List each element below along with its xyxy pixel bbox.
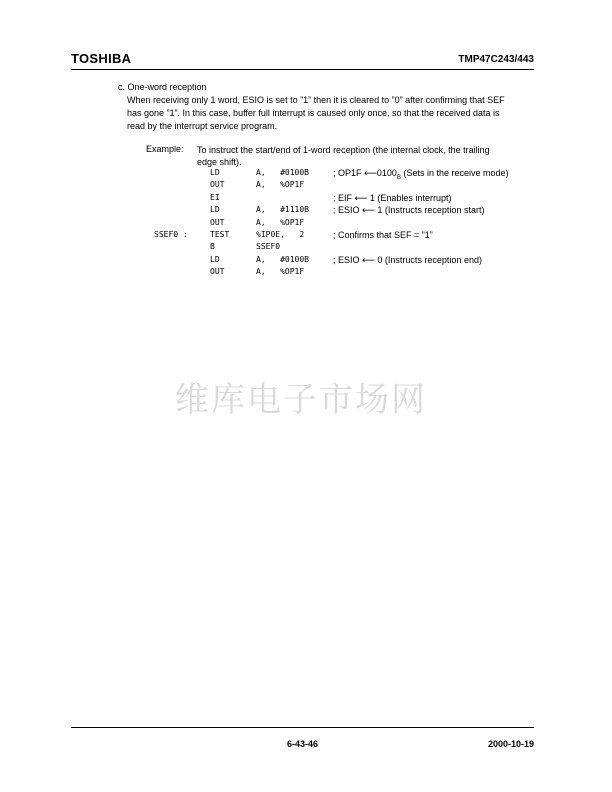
code-comment (333, 205, 484, 216)
code-comment-tail: (Sets in the receive mode) (400, 168, 509, 178)
code-comment (333, 168, 509, 181)
example-intro-line: edge shift). (197, 157, 242, 167)
code-opcode: LD (210, 168, 220, 177)
code-row (0, 205, 612, 217)
code-comment-text: ; Confirms that SEF = ”1” (333, 230, 433, 240)
company-logo: TOSHIBA (71, 51, 132, 66)
paragraph-line: When receiving only 1 word, ESIO is set to ”1” then it is cleared to ”0” after confirming that SEF (127, 95, 505, 105)
code-opcode: EI (210, 192, 220, 202)
page-number: 6-43-46 (287, 739, 319, 749)
code-comment (333, 193, 451, 204)
code-row (0, 255, 612, 267)
code-listing (0, 168, 612, 288)
part-number: TMP47C243/443 (458, 54, 534, 65)
code-operand: A, %OP1F (256, 217, 305, 227)
code-opcode: OUT (210, 217, 225, 227)
code-opcode: TEST (210, 230, 230, 239)
code-operand: SSEF0 (256, 242, 281, 252)
code-operand: %IP0E, 2 (256, 230, 305, 239)
code-row (0, 193, 612, 205)
paragraph-line: read by the interrupt service program. (127, 121, 278, 131)
footer-rule (71, 727, 534, 728)
code-opcode: OUT (210, 267, 225, 277)
code-row (0, 267, 612, 279)
code-row (0, 168, 612, 180)
code-comment-text: ; ESIO ⟵ 1 (Instructs reception start) (333, 205, 485, 216)
code-label: SSEF0 : (154, 230, 188, 239)
code-row (0, 218, 612, 230)
code-row (0, 230, 612, 242)
code-row (0, 242, 612, 254)
example-intro-line: To instruct the start/end of 1-word reception (the internal clock, the trailing (197, 145, 490, 155)
example-intro (197, 144, 537, 168)
code-opcode: LD (210, 254, 220, 264)
section-paragraph (127, 94, 537, 133)
code-comment-subscript: B (396, 174, 401, 181)
code-operand: A, %OP1F (256, 180, 305, 190)
footer-date: 2000-10-19 (487, 739, 534, 749)
code-comment (333, 255, 482, 266)
code-operand: A, #1110B (256, 205, 309, 215)
code-operand: A, #0100B (256, 254, 309, 264)
code-opcode: B (210, 242, 215, 252)
code-comment-text: ; ESIO ⟵ 0 (Instructs reception end) (333, 254, 482, 265)
code-comment-text: ; OP1F ⟵0100 (333, 168, 397, 178)
code-operand: A, %OP1F (256, 267, 305, 277)
watermark: 维库电子市场网 (175, 380, 427, 420)
section-title: c. One-word reception (118, 82, 207, 92)
paragraph-line: has gone ”1”. In this case, buffer full interrupt is caused only once, so that the received data is (127, 108, 500, 118)
code-opcode: OUT (210, 180, 225, 190)
code-operand: A, #0100B (256, 168, 309, 177)
example-label: Example: (146, 144, 184, 154)
code-opcode: LD (210, 205, 220, 215)
code-comment-text: ; EIF ⟵ 1 (Enables interrupt) (333, 192, 452, 203)
header-rule (71, 69, 534, 70)
code-comment (333, 230, 433, 240)
code-row (0, 180, 612, 192)
